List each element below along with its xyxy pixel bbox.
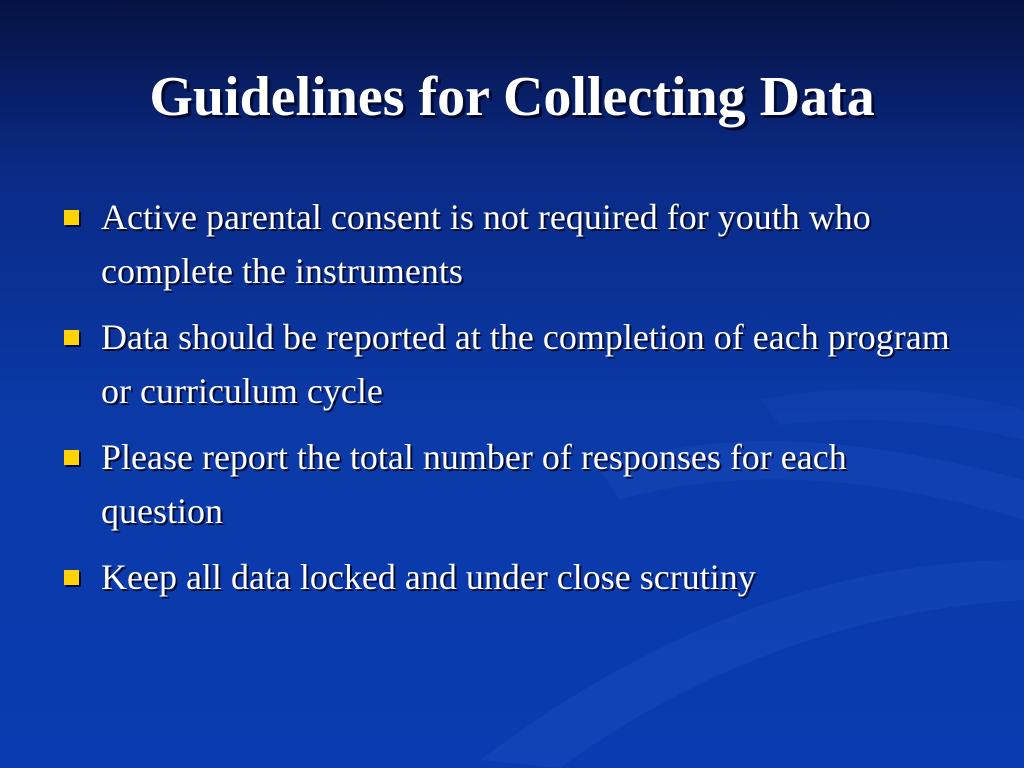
bullet-text: Data should be reported at the completion of each program or curriculum cycle: [101, 317, 950, 411]
bullet-item: [56, 550, 976, 604]
square-bullet-icon: [64, 450, 79, 465]
square-bullet-icon: [64, 330, 79, 345]
square-bullet-icon: [64, 570, 79, 585]
bullet-item: [56, 310, 976, 418]
bullet-list: [56, 190, 976, 616]
slide-title: Guidelines for Collecting Data: [149, 66, 875, 128]
bullet-item: [56, 430, 976, 538]
square-bullet-icon: [64, 210, 79, 225]
bullet-text: Please report the total number of responses for each question: [101, 437, 847, 531]
bullet-text: Keep all data locked and under close scrutiny: [101, 557, 756, 597]
bullet-item: [56, 190, 976, 298]
bullet-text: Active parental consent is not required for youth who complete the instruments: [101, 197, 871, 291]
